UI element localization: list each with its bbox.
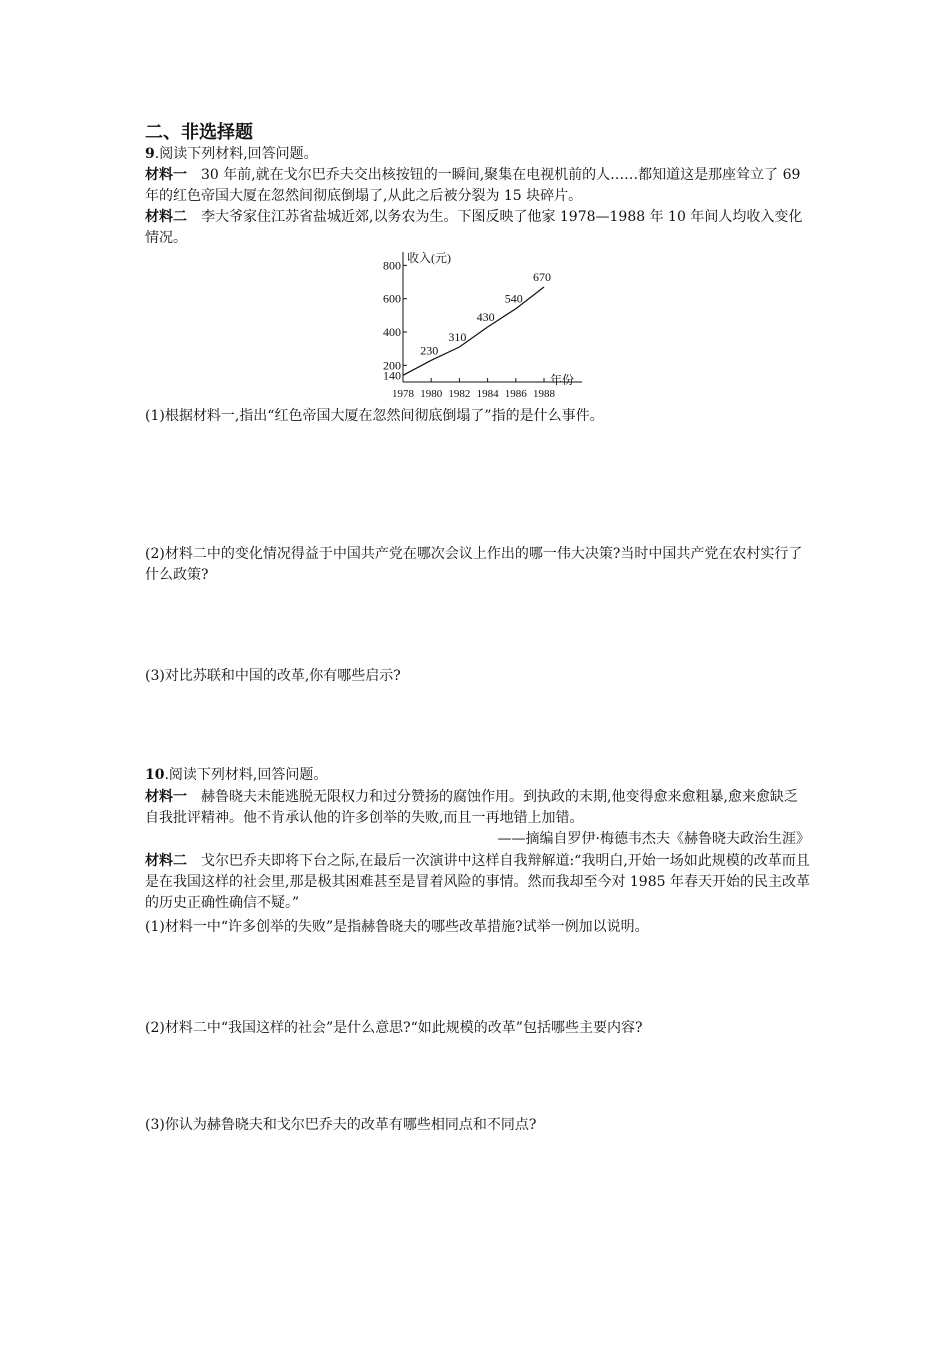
y-tick-label: 600 [383,291,401,306]
data-label: 430 [476,310,495,324]
y-tick-label: 400 [383,325,401,339]
q9-material-2-text: 李大爷家住江苏省盐城近郊,以务农为生。下图反映了他家 1978—1988 年 10 年间人均收入变化情况。 [145,209,803,246]
q10-number: 10 [145,767,165,783]
q9-material-1-label: 材料一 [145,167,187,183]
q9-stem-text: .阅读下列材料,回答问题。 [154,146,318,162]
q10-sub-3: (3)你认为赫鲁晓夫和戈尔巴乔夫的改革有哪些相同点和不同点? [145,1117,537,1133]
data-label: 230 [420,343,439,358]
q10-material-2-label: 材料二 [145,853,187,869]
q10-material-2-text: 戈尔巴乔夫即将下台之际,在最后一次演讲中这样自我辩解道:“我明白,开始一场如此规模的改革而且是在我国这样的社会里,那是极其困难甚至是冒着风险的事情。然而我却至今对 1985 年春天开始的民主改革的历史正确性确信不疑。” [145,853,810,911]
q9-material-1 [145,165,810,207]
q10-material-1-text: 赫鲁晓夫未能逃脱无限权力和过分赞扬的腐蚀作用。到执政的末期,他变得愈来愈粗暴,愈来愈缺乏自我批评精神。他不肯承认他的许多创举的失败,而且一再地错上加错。 [145,789,798,826]
q9-sub-3: (3)对比苏联和中国的改革,你有哪些启示? [145,668,401,684]
x-axis-label: 年份 [550,373,575,387]
y-tick-label: 800 [383,258,401,273]
q10-material-1-source: ——摘编自罗伊·梅德韦杰夫《赫鲁晓夫政治生涯》 [497,831,810,847]
q9-number: 9 [145,146,155,162]
y-axis-label: 收入(元) [407,251,451,265]
q9-stem [145,144,810,165]
q9-material-1-text: 30 年前,就在戈尔巴乔夫交出核按钮的一瞬间,聚集在电视机前的人……都知道这是那座耸立了 69 年的红色帝国大厦在忽然间彻底倒塌了,从此之后被分裂为 15 块碎片。 [145,167,801,204]
x-tick-label: 1986 [504,388,527,400]
y-tick-label: 200 [383,358,401,373]
q10-stem [145,765,810,786]
data-label: 540 [504,291,523,306]
x-tick-label: 1984 [476,388,499,400]
data-label: 310 [448,330,467,344]
income-line-chart [372,250,592,410]
q10-material-1 [145,787,810,829]
x-tick-label: 1988 [533,388,555,400]
section-title: 二、非选择题 [145,122,253,143]
x-tick-label: 1982 [448,388,471,400]
q10-sub-2: (2)材料二中“我国这样的社会”是什么意思?“如此规模的改革”包括哪些主要内容? [145,1020,643,1036]
q10-stem-text: .阅读下列材料,回答问题。 [164,767,328,783]
x-tick-label: 1980 [420,388,443,400]
q9-material-2 [145,207,810,249]
data-label: 670 [533,270,551,284]
series-line [403,287,544,375]
q9-material-2-label: 材料二 [145,209,187,225]
data-label: 140 [383,368,401,383]
x-tick-label: 1978 [392,388,414,400]
q10-sub-1: (1)材料一中“许多创举的失败”是指赫鲁晓夫的哪些改革措施?试举一例加以说明。 [145,919,649,935]
q10-material-2 [145,851,810,914]
q9-sub-2: (2)材料二中的变化情况得益于中国共产党在哪次会议上作出的哪一伟大决策?当时中国共产党在农村实行了什么政策? [145,546,803,583]
q9-sub-1: (1)根据材料一,指出“红色帝国大厦在忽然间彻底倒塌了”指的是什么事件。 [145,408,604,424]
q10-material-1-label: 材料一 [145,789,187,805]
